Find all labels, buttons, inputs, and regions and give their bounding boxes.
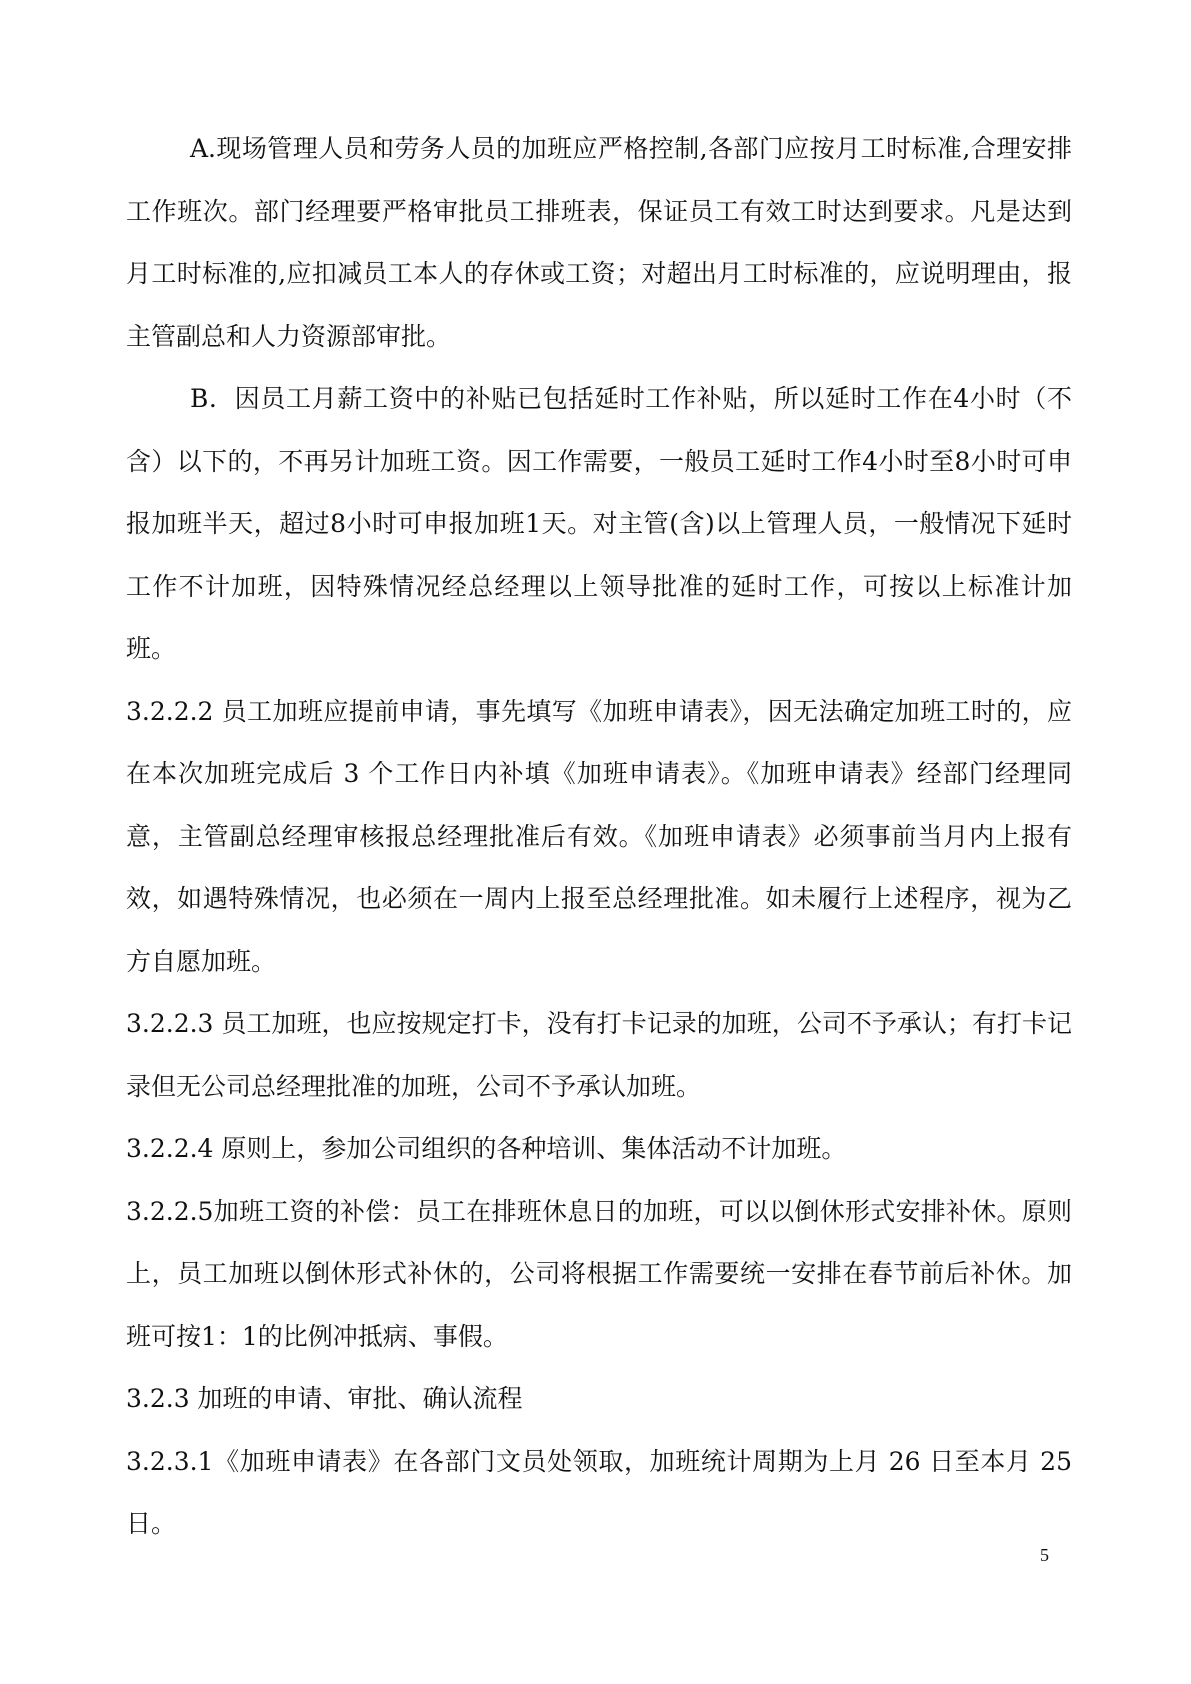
paragraph-3-2-2-3: 3.2.2.3 员工加班，也应按规定打卡，没有打卡记录的加班，公司不予承认；有打卡记录但无公司总经理批准的加班，公司不予承认加班。 <box>126 1009 1072 1101</box>
section-heading-3-2-3: 3.2.3 加班的申请、审批、确认流程 <box>126 1384 523 1413</box>
paragraph-3-2-2-4: 3.2.2.4 原则上，参加公司组织的各种培训、集体活动不计加班。 <box>126 1134 847 1163</box>
page-number: 5 <box>1040 1545 1049 1565</box>
document-body <box>126 118 1072 1556</box>
paragraph-a-overtime-control: A.现场管理人员和劳务人员的加班应严格控制,各部门应按月工时标准,合理安排工作班次。部门经理要严格审批员工排班表，保证员工有效工时达到要求。凡是达到月工时标准的,应扣减员工本人的存休或工资；对超出月工时标准的，应说明理由，报主管副总和人力资源部审批。 <box>126 134 1072 351</box>
paragraph-b-extended-work: B．因员工月薪工资中的补贴已包括延时工作补贴，所以延时工作在4小时（不含）以下的，不再另计加班工资。因工作需要，一般员工延时工作4小时至8小时可申报加班半天，超过8小时可申报加班1天。对主管(含)以上管理人员，一般情况下延时工作不计加班，因特殊情况经总经理以上领导批准的延时工作，可按以上标准计加班。 <box>126 384 1072 663</box>
paragraph-3-2-3-1: 3.2.3.1《加班申请表》在各部门文员处领取，加班统计周期为上月 26 日至本月 25 日。 <box>126 1446 1072 1538</box>
paragraph-3-2-2-2: 3.2.2.2 员工加班应提前申请，事先填写《加班申请表》，因无法确定加班工时的，应在本次加班完成后 3 个工作日内补填《加班申请表》。《加班申请表》经部门经理同意，主管副总经理审核报总经理批准后有效。《加班申请表》必须事前当月内上报有效，如遇特殊情况，也必须在一周内上报至总经理批准。如未履行上述程序，视为乙方自愿加班。 <box>126 696 1072 976</box>
paragraph-3-2-2-5: 3.2.2.5加班工资的补偿：员工在排班休息日的加班，可以以倒休形式安排补休。原则上，员工加班以倒休形式补休的，公司将根据工作需要统一安排在春节前后补休。加班可按1：1的比例冲抵病、事假。 <box>126 1196 1072 1351</box>
